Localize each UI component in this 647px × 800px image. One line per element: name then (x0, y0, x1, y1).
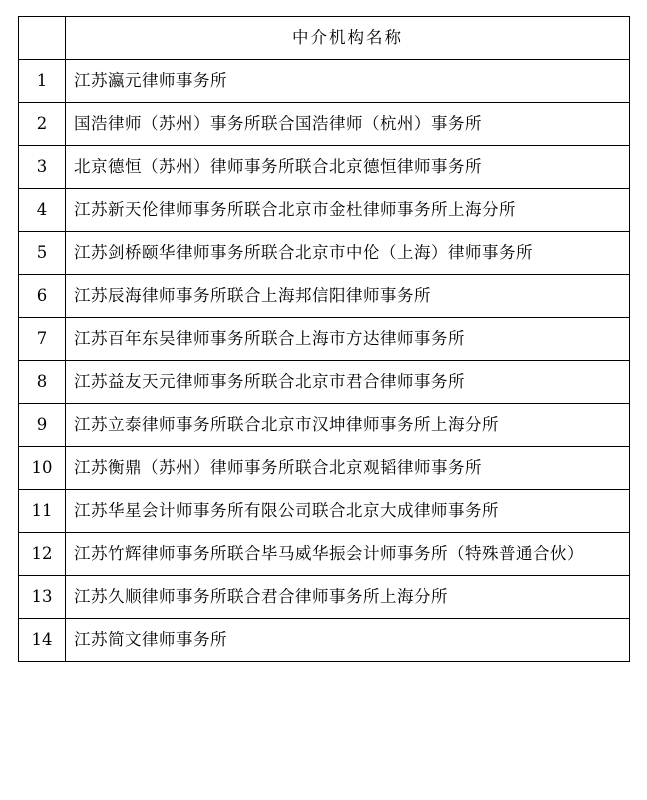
column-header-name: 中介机构名称 (66, 17, 630, 60)
row-agency-name: 江苏益友天元律师事务所联合北京市君合律师事务所 (66, 361, 630, 404)
column-header-index (19, 17, 66, 60)
row-agency-name: 江苏竹辉律师事务所联合毕马威华振会计师事务所（特殊普通合伙） (66, 533, 630, 576)
table-row (19, 533, 630, 576)
row-agency-name: 江苏百年东吴律师事务所联合上海市方达律师事务所 (66, 318, 630, 361)
row-index: 9 (19, 404, 66, 447)
row-index: 5 (19, 232, 66, 275)
row-agency-name: 江苏简文律师事务所 (66, 619, 630, 662)
intermediary-agency-table (18, 16, 630, 662)
table-row (19, 447, 630, 490)
table-row (19, 576, 630, 619)
row-index: 11 (19, 490, 66, 533)
row-agency-name: 江苏立泰律师事务所联合北京市汉坤律师事务所上海分所 (66, 404, 630, 447)
row-index: 14 (19, 619, 66, 662)
row-index: 10 (19, 447, 66, 490)
table-header-row (19, 17, 630, 60)
row-agency-name: 江苏辰海律师事务所联合上海邦信阳律师事务所 (66, 275, 630, 318)
table-row (19, 490, 630, 533)
row-agency-name: 江苏衡鼎（苏州）律师事务所联合北京观韬律师事务所 (66, 447, 630, 490)
row-index: 8 (19, 361, 66, 404)
row-index: 7 (19, 318, 66, 361)
row-agency-name: 江苏久顺律师事务所联合君合律师事务所上海分所 (66, 576, 630, 619)
row-agency-name: 国浩律师（苏州）事务所联合国浩律师（杭州）事务所 (66, 103, 630, 146)
row-index: 2 (19, 103, 66, 146)
row-agency-name: 江苏瀛元律师事务所 (66, 60, 630, 103)
row-agency-name: 北京德恒（苏州）律师事务所联合北京德恒律师事务所 (66, 146, 630, 189)
row-index: 12 (19, 533, 66, 576)
row-index: 4 (19, 189, 66, 232)
table-row (19, 361, 630, 404)
row-agency-name: 江苏华星会计师事务所有限公司联合北京大成律师事务所 (66, 490, 630, 533)
table-row (19, 189, 630, 232)
table-row (19, 275, 630, 318)
row-index: 13 (19, 576, 66, 619)
table-body (19, 60, 630, 662)
table-row (19, 619, 630, 662)
table-row (19, 232, 630, 275)
table-row (19, 60, 630, 103)
table-row (19, 103, 630, 146)
row-agency-name: 江苏剑桥颐华律师事务所联合北京市中伦（上海）律师事务所 (66, 232, 630, 275)
row-agency-name: 江苏新天伦律师事务所联合北京市金杜律师事务所上海分所 (66, 189, 630, 232)
row-index: 3 (19, 146, 66, 189)
table-row (19, 318, 630, 361)
table-row (19, 146, 630, 189)
table-row (19, 404, 630, 447)
row-index: 1 (19, 60, 66, 103)
row-index: 6 (19, 275, 66, 318)
